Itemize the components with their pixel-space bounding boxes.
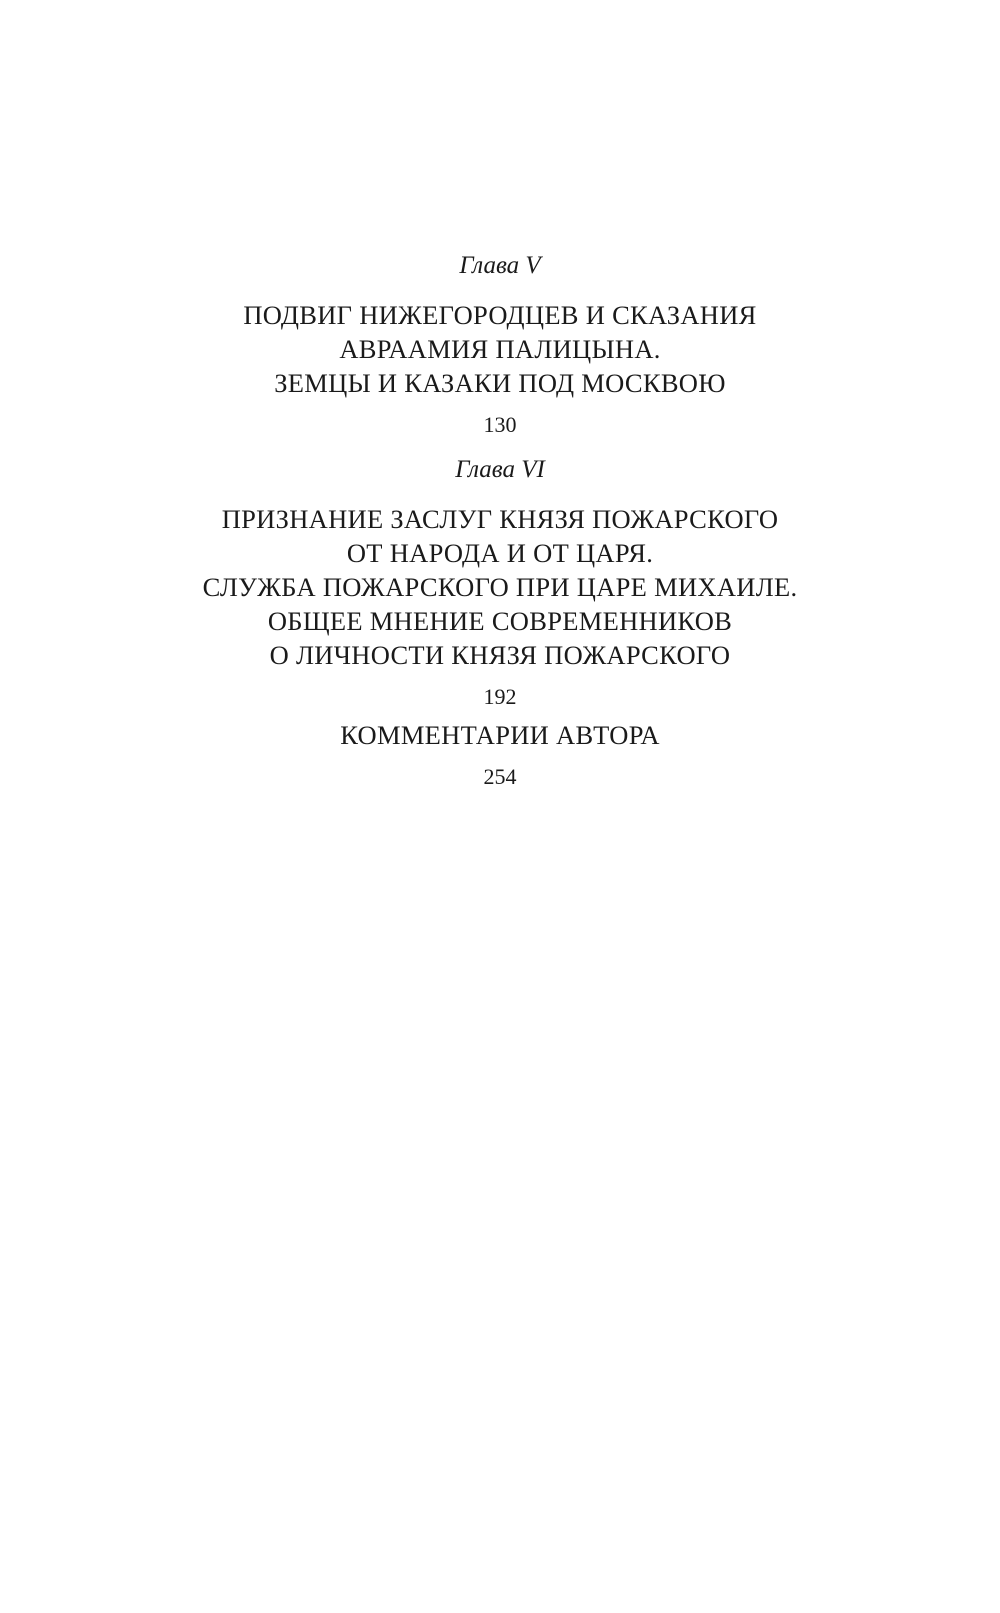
chapter-title-line: ЗЕМЦЫ И КАЗАКИ ПОД МОСКВОЮ	[274, 368, 726, 398]
chapter-title-line: ПРИЗНАНИЕ ЗАСЛУГ КНЯЗЯ ПОЖАРСКОГО	[221, 504, 779, 534]
chapter-title-line: СЛУЖБА ПОЖАРСКОГО ПРИ ЦАРЕ МИХАИЛЕ.	[202, 572, 798, 602]
toc-entry-commentary	[0, 718, 1000, 790]
page-number: 130	[483, 412, 517, 437]
chapter-title-line: КОММЕНТАРИИ АВТОРА	[340, 720, 660, 750]
page-number: 192	[483, 684, 517, 709]
chapter-title	[0, 718, 1000, 752]
chapter-title-line: АВРААМИЯ ПАЛИЦЫНА.	[339, 334, 661, 364]
toc-entry-chapter-6	[0, 456, 1000, 710]
chapter-title-line: ПОДВИГ НИЖЕГОРОДЦЕВ И СКАЗАНИЯ	[243, 300, 757, 330]
chapter-title	[0, 502, 1000, 672]
page-number: 254	[483, 764, 517, 789]
chapter-label: Глава VI	[455, 456, 545, 483]
chapter-label: Глава V	[459, 252, 541, 279]
chapter-title-line: ОБЩЕЕ МНЕНИЕ СОВРЕМЕННИКОВ	[267, 606, 733, 636]
table-of-contents	[0, 252, 1000, 790]
toc-entry-chapter-5	[0, 252, 1000, 438]
chapter-title	[0, 298, 1000, 400]
chapter-title-line: О ЛИЧНОСТИ КНЯЗЯ ПОЖАРСКОГО	[269, 640, 731, 670]
chapter-title-line: ОТ НАРОДА И ОТ ЦАРЯ.	[346, 538, 654, 568]
